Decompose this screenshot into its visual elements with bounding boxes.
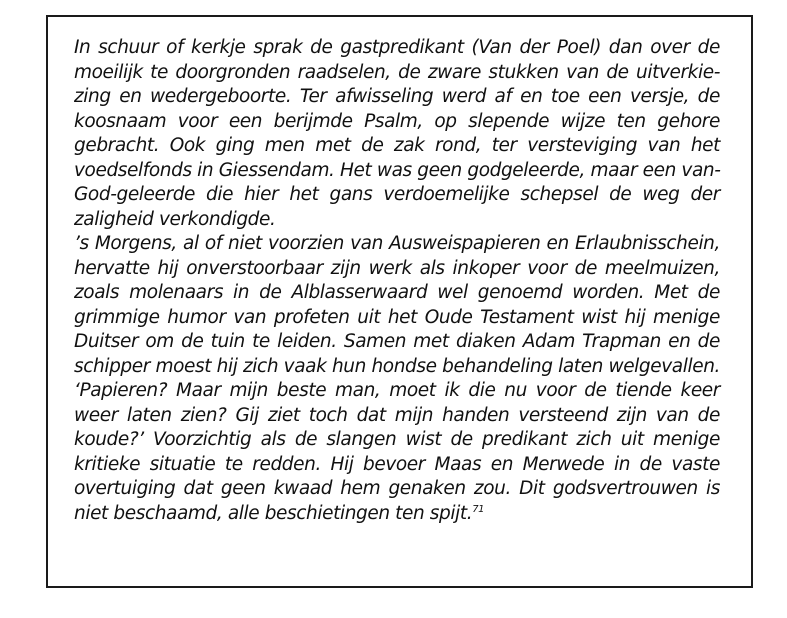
- text-line: koosnaam voor een berijmde Psalm, op slepende wijze ten gehore: [74, 110, 720, 132]
- text-line: overtuiging dat geen kwaad hem genaken zou. Dit godsvertrouwen is: [74, 478, 720, 499]
- text-line: schipper moest hij zich vaak hun hondse behandeling laten welgevallen.: [74, 355, 720, 377]
- final-sentence: niet beschaamd, alle beschietingen ten spijt.: [74, 502, 473, 524]
- text-line: zing en wedergeboorte. Ter afwisseling werd af en toe een versje, de: [74, 86, 720, 107]
- text-line: God-geleerde die hier het gans verdoemelijke schepsel de weg der: [74, 184, 720, 205]
- text-line: In schuur of kerkje sprak de gastpredikant (Van der Poel) dan over de: [74, 37, 720, 58]
- text-line: Duitser om de tuin te leiden. Samen met diaken Adam Trapman en de: [74, 331, 720, 352]
- text-block: [74, 36, 720, 526]
- paragraph-2: [74, 232, 720, 526]
- text-line: zoals molenaars in de Alblasserwaard wel genoemd worden. Met de: [74, 282, 720, 303]
- text-line: weer laten zien? Gij ziet toch dat mijn handen versteend zijn van de: [74, 404, 720, 426]
- text-line: zaligheid verkondigde.: [74, 208, 276, 230]
- text-line: kritieke situatie te redden. Hij bevoer Maas en Merwede in de vaste: [74, 453, 720, 475]
- text-line: gebracht. Ook ging men met de zak rond, ter versteviging van het: [74, 135, 720, 156]
- text-line: hervatte hij onverstoorbaar zijn werk als inkoper voor de meelmuizen,: [74, 257, 720, 279]
- text-line: ‘Papieren? Maar mijn beste man, moet ik die nu voor de tiende keer: [74, 380, 720, 401]
- text-line: moeilijk te doorgronden raadselen, de zware stukken van de uitverkie-: [74, 61, 720, 83]
- text-line: grimmige humor van profeten uit het Oude Testament wist hij menige: [74, 306, 720, 328]
- footnote-marker: 71: [472, 503, 485, 515]
- text-line: voedselfonds in Giessendam. Het was geen godgeleerde, maar een van-: [74, 159, 721, 181]
- paragraph-1: [74, 36, 720, 232]
- text-line: ’s Morgens, al of niet voorzien van Ausweispapieren en Erlaubnisschein,: [74, 233, 720, 254]
- text-line: koude?’ Voorzichtig als de slangen wist de predikant zich uit menige: [74, 429, 720, 450]
- text-line-final: [74, 502, 720, 527]
